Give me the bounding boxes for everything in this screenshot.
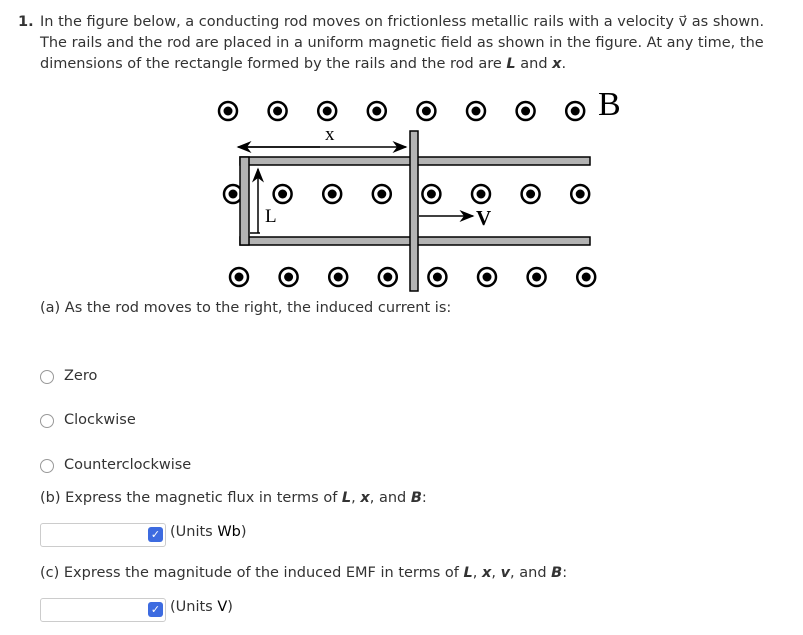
radio-clockwise[interactable] (40, 414, 54, 428)
rod-rails-figure (0, 0, 803, 300)
left-connector (240, 157, 249, 245)
field-dot-icon (571, 185, 589, 203)
field-dot-icon (280, 268, 298, 286)
label-V: V (476, 206, 492, 230)
field-dot-icon (368, 102, 386, 120)
field-dot-icon (269, 102, 287, 120)
check-icon[interactable]: ✓ (148, 527, 163, 542)
label-L: L (265, 206, 277, 227)
field-dot-icon (274, 185, 292, 203)
option-zero-label[interactable]: Zero (64, 368, 98, 384)
field-dot-icon (329, 268, 347, 286)
label-x: x (325, 124, 335, 145)
field-dot-icon (379, 268, 397, 286)
emf-units: (Units V) (170, 599, 233, 615)
flux-units: (Units Wb) (170, 524, 247, 540)
part-c-prompt: (c) Express the magnitude of the induced EMF in terms of L, x, v, and B: (40, 565, 568, 581)
field-dot-icon (323, 185, 341, 203)
option-counterclockwise-label[interactable]: Counterclockwise (64, 457, 192, 473)
field-dot-icon (467, 102, 485, 120)
field-dot-icon (422, 185, 440, 203)
question-text: In the figure below, a conducting rod moves on frictionless metallic rails with a velocity v⃗ as shown. The rails and the rod are placed in a uniform magnetic field as shown in the figure. At any time, the dimensions of the rectangle formed by the rails and the rod are L and x. (40, 14, 765, 72)
field-dot-icon (566, 102, 584, 120)
field-dot-icon (373, 185, 391, 203)
part-a-prompt: (a) As the rod moves to the right, the induced current is: (40, 300, 452, 316)
radio-counterclockwise[interactable] (40, 459, 54, 473)
option-clockwise-label[interactable]: Clockwise (64, 412, 136, 428)
velocity-symbol: v⃗ (678, 14, 688, 30)
field-dot-icon (577, 268, 595, 286)
field-dot-icon (528, 268, 546, 286)
field-dot-icon (417, 102, 435, 120)
magnetic-field-dots (219, 102, 595, 286)
part-b-prompt: (b) Express the magnetic flux in terms of L, x, and B: (40, 490, 427, 506)
field-dot-icon (318, 102, 336, 120)
check-icon[interactable]: ✓ (148, 602, 163, 617)
field-dot-icon (230, 268, 248, 286)
field-dot-icon (522, 185, 540, 203)
field-dot-icon (472, 185, 490, 203)
radio-zero[interactable] (40, 370, 54, 384)
field-dot-icon (517, 102, 535, 120)
field-dot-icon (428, 268, 446, 286)
label-B: B (598, 86, 621, 123)
question-number: 1. (18, 14, 34, 30)
conducting-rod (410, 131, 418, 291)
field-dot-icon (219, 102, 237, 120)
field-dot-icon (478, 268, 496, 286)
